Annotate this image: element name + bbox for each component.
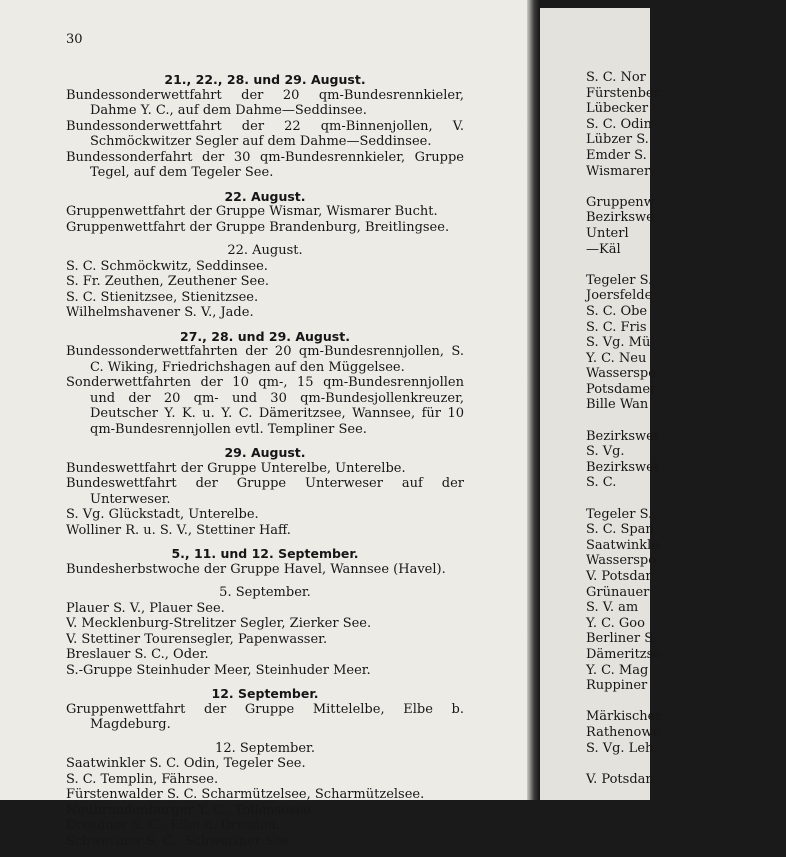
right-page-line: S. Vg. xyxy=(586,444,625,460)
right-page-line: Emder S. xyxy=(586,147,647,163)
right-page-line: Ruppiner xyxy=(586,678,648,694)
section-heading: 22. August. xyxy=(224,188,306,204)
list-item: Schweriner S. C., Schweriner See. xyxy=(66,833,294,849)
right-page-line: S. C. xyxy=(586,475,617,491)
right-page-line: S. C. Nor xyxy=(586,70,646,85)
right-page-text xyxy=(586,70,786,787)
list-item: Wilhelmshavener S. V., Jade. xyxy=(66,305,254,320)
right-page-line: Märkischer xyxy=(586,709,662,725)
line-gap xyxy=(586,694,786,710)
right-page-line: Wasserspo xyxy=(586,553,657,569)
list-item: Plauer S. V., Plauer See. xyxy=(66,600,225,616)
right-page-line: Wismarer xyxy=(586,163,651,179)
section-heading: 12. September. xyxy=(211,686,319,701)
section-heading: 5., 11. und 12. September. xyxy=(171,546,359,561)
list-item: S. C. Schmöckwitz, Seddinsee. xyxy=(66,258,268,274)
list-item: S. C. Stienitzsee, Stienitzsee. xyxy=(66,289,259,305)
right-page-line: Bezirkswet xyxy=(586,459,660,475)
right-page-line: V. Potsdar xyxy=(586,771,652,787)
section-heading: 29. August. xyxy=(224,445,306,460)
right-page-line: S. C. Obe xyxy=(586,303,648,319)
right-page-line: S. Vg. Leh xyxy=(586,740,654,756)
list-item: Dresdner S. C., Elbe n. Dresden. xyxy=(66,818,281,833)
book-spine xyxy=(527,0,540,800)
section-subheading: 12. September. xyxy=(215,740,315,756)
list-item: Bundessonderwettfahrt der 20 qm-Bundesrennkieler, Dahme Y. C., auf dem Dahme—Seddinsee. xyxy=(66,87,464,118)
list-item: Gruppenwettfahrt der Gruppe Brandenburg, Breitlingsee. xyxy=(66,219,450,235)
section xyxy=(66,686,464,733)
right-page-line: Bezirkswet xyxy=(586,428,660,444)
section xyxy=(66,72,464,181)
list-item: V. Mecklenburg-Strelitzer Segler, Zierker See. xyxy=(66,616,372,631)
right-page-line: Gruppenw xyxy=(586,194,655,210)
list-item: Gruppenwettfahrt der Gruppe Wismar, Wismarer Bucht. xyxy=(66,204,438,219)
right-page-line: Bille Wan xyxy=(586,397,649,413)
line-gap xyxy=(586,257,786,273)
list-item: Saatwinkler S. C. Odin, Tegeler See. xyxy=(66,756,306,771)
list-item: S.-Gruppe Steinhuder Meer, Steinhuder Meer. xyxy=(66,662,371,678)
right-page-line: Bezirkswe xyxy=(586,210,654,226)
right-page-line: Dämeritzse xyxy=(586,646,662,662)
right-page-line: Y. C. Goo xyxy=(586,615,645,631)
right-page-line: Fürstenber xyxy=(586,85,660,101)
list-item: Fürstenwalder S. C. Scharmützelsee, Scharmützelsee. xyxy=(66,787,425,802)
right-page-line: S. C. Odin xyxy=(586,116,652,132)
right-page-line: Berliner S. xyxy=(586,631,657,647)
section-heading: 21., 22., 28. und 29. August. xyxy=(164,72,366,87)
right-page-line: Lübecker xyxy=(586,101,649,117)
right-page-line: Tegeler S. xyxy=(586,272,653,288)
list-item: S. Vg. Glückstadt, Unterelbe. xyxy=(66,507,259,522)
right-page-line: Tegeler S. xyxy=(586,506,653,522)
section-subheading: 22. August. xyxy=(227,243,303,258)
section xyxy=(66,243,464,321)
right-page-line: Rathenowe xyxy=(586,724,661,740)
list-item: Breslauer S. C., Oder. xyxy=(66,647,209,662)
list-item: Wolliner R. u. S. V., Stettiner Haff. xyxy=(66,522,291,538)
line-gap xyxy=(586,413,786,429)
section xyxy=(66,329,464,438)
line-gap xyxy=(586,756,786,772)
right-page-line: S. C. Span xyxy=(586,522,654,538)
section xyxy=(66,546,464,577)
right-page-line: S. C. Fris xyxy=(586,319,647,335)
list-item: S. C. Templin, Fährsee. xyxy=(66,771,219,787)
list-item: S. Fr. Zeuthen, Zeuthener See. xyxy=(66,274,270,289)
page-number: 30 xyxy=(66,32,83,47)
right-page-line: —Käl xyxy=(586,241,621,257)
list-item: Neubrandenburger Y. C., Tollensesee. xyxy=(66,802,316,818)
right-page-line: Lübzer S. xyxy=(586,132,649,148)
list-item: Bundesherbstwoche der Gruppe Havel, Wannsee (Havel). xyxy=(66,561,446,577)
right-page-line: Grünauer xyxy=(586,584,650,600)
right-page-line: Y. C. Neu xyxy=(586,350,647,366)
line-gap xyxy=(586,491,786,507)
list-item: Bundeswettfahrt der Gruppe Unterelbe, Unterelbe. xyxy=(66,460,406,476)
right-page-line: S. V. am xyxy=(586,600,639,616)
section xyxy=(66,189,464,236)
right-page-line: V. Potsdar xyxy=(586,569,652,584)
right-page xyxy=(540,8,662,800)
line-gap xyxy=(586,179,786,195)
list-item: Bundeswettfahrt der Gruppe Unterweser auf der Unterweser. xyxy=(66,476,464,507)
section xyxy=(66,741,464,850)
right-page-line: Unterl xyxy=(586,225,629,241)
list-item: Bundessonderfahrt der 30 qm-Bundesrennkieler, Gruppe Tegel, auf dem Tegeler See. xyxy=(66,149,464,180)
list-item: Bundessonderwettfahrten der 20 qm-Bundesrennjollen, S. C. Wiking, Friedrichshagen auf den Müggelsee. xyxy=(66,344,464,375)
list-item: V. Stettiner Tourensegler, Papenwasser. xyxy=(66,631,328,647)
section xyxy=(66,585,464,678)
right-page-line: Potsdamer xyxy=(586,381,657,397)
event-listing xyxy=(66,72,464,857)
list-item: Bundessonderwettfahrt der 22 qm-Binnenjollen, V. Schmöckwitzer Segler auf dem Dahme—Seddinsee. xyxy=(66,118,464,149)
section-heading: 27., 28. und 29. August. xyxy=(180,328,350,344)
right-page-line: Joersfelde xyxy=(586,288,653,304)
list-item: Sonderwettfahrten der 10 qm-, 15 qm-Bundesrennjollen und der 20 qm- und 30 qm-Bundesjollenkreuzer, Deutscher Y. K. u. Y. C. Dämeritzsee, Wannsee, für 10 qm-Bundesrennjollen evtl. Templiner See. xyxy=(66,375,464,437)
section-subheading: 5. September. xyxy=(219,585,311,600)
right-page-line: Wasserspo xyxy=(586,366,657,382)
right-page-line: Saatwinkle xyxy=(586,537,660,553)
list-item: Gruppenwettfahrt der Gruppe Mittelelbe, Elbe b. Magdeburg. xyxy=(66,701,464,732)
section xyxy=(66,445,464,538)
right-page-line: Y. C. Mag xyxy=(586,662,649,678)
right-page-line: S. Vg. Mü xyxy=(586,335,651,351)
